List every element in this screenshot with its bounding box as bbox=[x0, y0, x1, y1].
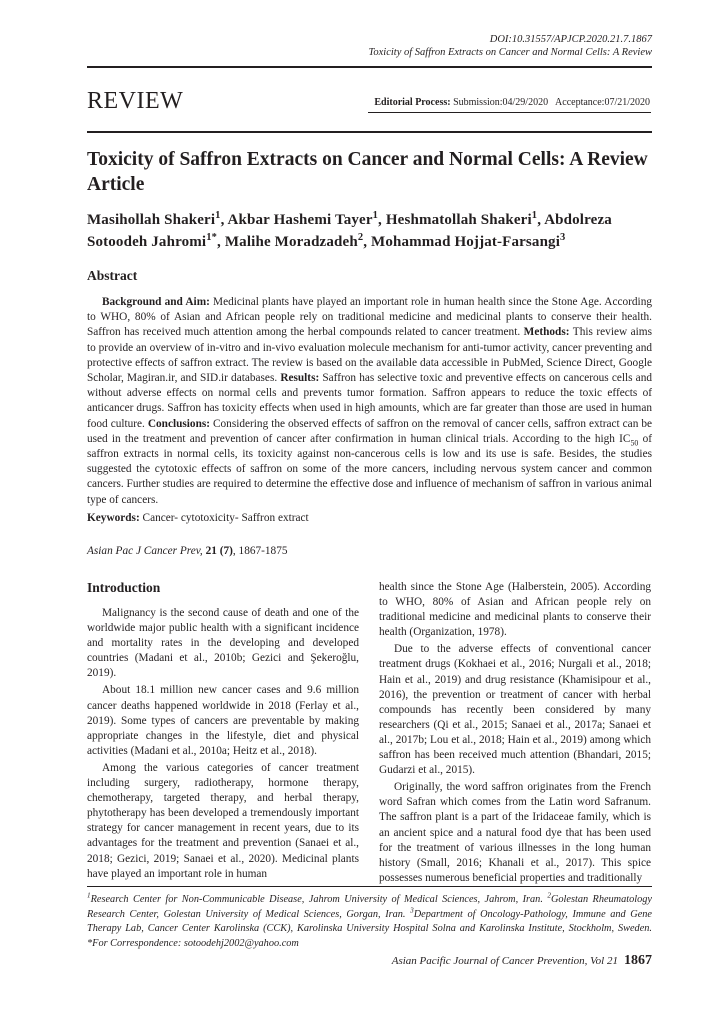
running-header bbox=[369, 33, 652, 59]
page-footer bbox=[392, 953, 652, 969]
affiliations-footnote: $^1$Research Center for Non-Communicable Disease, Jahrom University of Medical Sciences, Jahrom, Iran. $^2$Golestan Rheumatology Research Center, Golestan University of Medical Sciences, Gorgan, Iran. $^3$Department of Oncology-Pathology, Immune and Gene Therapy Lab, Cancer Center Karolinska (CCK), Karolinska University Hospital Solna and Karolinska Institute, Stockholm, Sweden. *For Correspondence: sotoodehj2002@yahoo.com bbox=[87, 891, 653, 949]
article-title: Toxicity of Saffron Extracts on Cancer and Normal Cells: A Review Article bbox=[87, 149, 648, 195]
keywords-label: Keywords: bbox=[87, 512, 140, 524]
author: Akbar Hashemi Tayer$^1$, bbox=[227, 210, 386, 228]
author: Heshmatollah Shakeri$^1$, bbox=[385, 210, 545, 228]
author: Masihollah Shakeri$^1$, bbox=[87, 210, 228, 228]
author: Malihe Moradzadeh$^2$, bbox=[224, 232, 372, 250]
body-column-right bbox=[379, 580, 651, 888]
introduction-heading: Introduction bbox=[87, 580, 161, 595]
author-list bbox=[87, 209, 667, 253]
paragraph: Among the various categories of cancer treatment including surgery, radiotherapy, hormone therapy, chemotherapy, targeted therapy, and herbal therapy, phytotherapy has been developed a tremendously important strategy for cancer management in recent years, due to its advantages for the treatment and prevention (Sanaei et al., 2018; Gezici, 2019; Sanaei et al., 2020). Medicinal plants have played an important role in human bbox=[87, 761, 359, 880]
background-label: Background and Aim: bbox=[102, 296, 210, 308]
correspondence: *For Correspondence: sotoodehj2002@yahoo.com bbox=[87, 937, 299, 949]
acceptance-date: Acceptance:07/21/2020 bbox=[555, 97, 650, 108]
editorial-label: Editorial Process: bbox=[374, 97, 451, 108]
journal-name: Asian Pacific Journal of Cancer Prevention, Vol 21 bbox=[391, 955, 618, 967]
author: Mohammad Hojjat-Farsangi$^3$ bbox=[371, 232, 566, 250]
title-rule bbox=[87, 131, 652, 133]
citation: Asian Pac J Cancer Prev, 21 (7), 1867-1875 bbox=[87, 545, 288, 557]
page-number: 1867 bbox=[624, 953, 652, 968]
abstract-heading: Abstract bbox=[87, 268, 138, 283]
paragraph: health since the Stone Age (Halberstein, 2005). According to WHO, 80% of Asian and African people rely on traditional medicine and medicinal plants to conserve their health (Organization, 1978). bbox=[379, 581, 651, 639]
editorial-underline bbox=[368, 112, 651, 113]
running-title: Toxicity of Saffron Extracts on Cancer and Normal Cells: A Review bbox=[368, 47, 652, 58]
submission-date: Submission:04/29/2020 bbox=[453, 97, 549, 108]
results-label: Results: bbox=[280, 372, 320, 385]
paragraph: Originally, the word saffron originates from the French word Safran which comes from the Latin word Safranum. The saffron plant is a part of the Iridaceae family, which is an ancient spice and a natural food dye that has been used for the treatment of various illnesses in the long human history (Small, 2016; Khanali et al., 2017). This spice possesses numerous beneficial properties and traditionally bbox=[379, 781, 651, 884]
editorial-process bbox=[374, 97, 650, 108]
paragraph: Malignancy is the second cause of death and one of the worldwide major public health with a significant incidence and mortality rates in the developing and developed countries (Madani et al., 2010b; Gezici and Şekeroğlu, 2019). bbox=[87, 607, 359, 680]
article-type: REVIEW bbox=[87, 88, 184, 114]
paragraph: About 18.1 million new cancer cases and 9.6 million cancer deaths happened worldwide in 2018 (Ferlay et al., 2019). Some types of cancers are preventable by making appropriate changes in the lifestyle, diet and physical activities (Madani et al., 2010a; Heitz et al., 2018). bbox=[87, 684, 359, 757]
doi: DOI:10.31557/APJCP.2020.21.7.1867 bbox=[489, 34, 652, 45]
body-column-left bbox=[87, 606, 359, 884]
footnote-rule bbox=[87, 886, 652, 887]
paragraph: Due to the adverse effects of conventional cancer treatment drugs (Kokhaei et al., 2016; Nurgali et al., 2018; Hain et al., 2019) and drug resistance (Khamisipour et al., 2016), the prevention or treatment of cancer with herbal compounds has recently been considered by many researchers (Qi et al., 2015; Sanaei et al., 2017a; Sanaei et al., 2017b; Lou et al., 2018; Hain et al., 2019) among which saffron has been received much attention (Bhandari, 2015; Gudarzi et al., 2015). bbox=[379, 643, 651, 777]
methods-label: Methods: bbox=[523, 326, 570, 339]
abstract-body: Background and Aim: Medicinal plants have played an important role in human health since the Stone Age. According to WHO, 80% of Asian and African people rely on traditional medicine and medicinal plants to conserve their health. Saffron has received much attention among the herbal compounds related to cancer treatment. Methods: This review aims to provide an overview of in-vitro and in-vivo evaluation molecule mechanism for anti-tumor activity, cancer preventing and protective effects of saffron extract. The review is based on the available data accessible in PubMed, Science Direct, Google Scholar, Magiran.ir, and SID.ir databases. Results: Saffron has selective toxic and preventive effects on cancerous cells and without adverse effects on normal cells and prevents tumor formation. Saffron appears to reduce the toxic effects of anticancer drugs. Saffron has toxicity effects when used in high amounts, which are far greater than those are used in human food culture. Conclusions: Considering the observed effects of saffron on the removal of cancer cells, saffron extract can be used in the treatment and prevention of cancer after confirmation in human clinical trials. According to the high $IC_{50}$ of saffron extracts in normal cells, its toxicity against non-cancerous cells is low and its use is safe. Besides, the studies suggested the cytotoxic effects of saffron on some of the more cancers, including nervous system cancer and common cancers. Further studies are required to determine the effective dose and influence of mechanism of saffron in various animal type of cancers. bbox=[87, 296, 652, 506]
keywords: Keywords: Cancer- cytotoxicity- Saffron extract bbox=[87, 512, 309, 524]
header-rule bbox=[87, 66, 652, 68]
conclusions-label: Conclusions: bbox=[147, 417, 211, 430]
author: Abdolreza Sotoodeh Jahromi$^{1*}$, bbox=[87, 212, 612, 250]
